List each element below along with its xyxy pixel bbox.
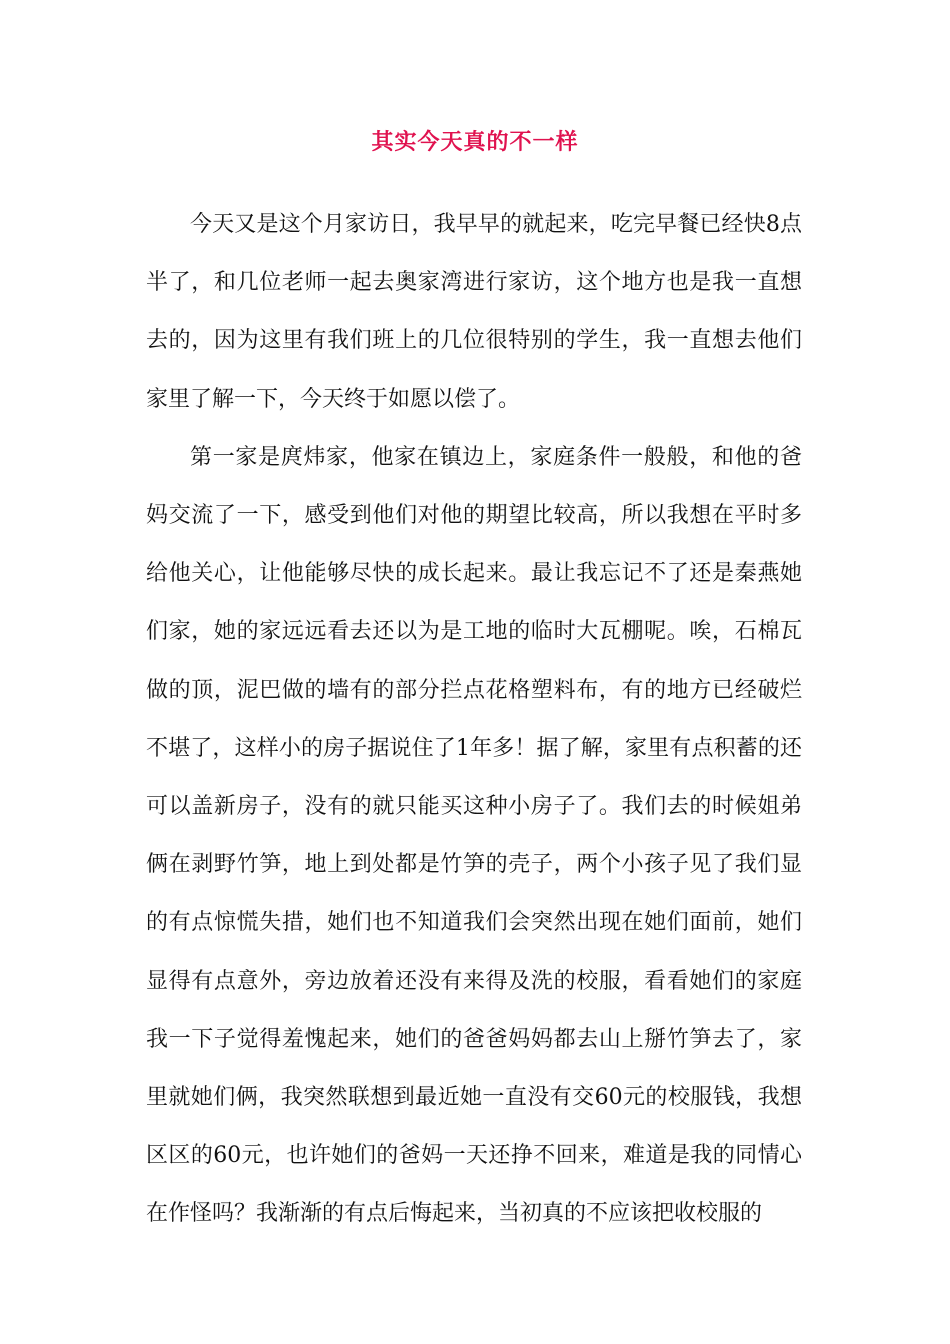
paragraph-2: 第一家是庹炜家，他家在镇边上，家庭条件一般般，和他的爸妈交流了一下，感受到他们对他的期望比较高，所以我想在平时多给他关心，让他能够尽快的成长起来。最让我忘记不了还是秦燕她们家，她的家远远看去还以为是工地的临时大瓦棚呢。唉，石棉瓦做的顶，泥巴做的墙有的部分拦点花格塑料布，有的地方已经破烂不堪了，这样小的房子据说住了1年多！据了解，家里有点积蓄的还可以盖新房子，没有的就只能买这种小房子了。我们去的时候姐弟俩在剥野竹笋，地上到处都是竹笋的壳子，两个小孩子见了我们显的有点惊慌失措，她们也不知道我们会突然出现在她们面前，她们显得有点意外，旁边放着还没有来得及洗的校服，看看她们的家庭我一下子觉得羞愧起来，她们的爸爸妈妈都去山上掰竹笋去了，家里就她们俩，我突然联想到最近她一直没有交60元的校服钱，我想区区的60元，也许她们的爸妈一天还挣不回来，难道是我的同情心在作怪吗？我渐渐的有点后悔起来，当初真的不应该把收校服的 bbox=[146, 444, 802, 1227]
paragraph-1: 今天又是这个月家访日，我早早的就起来，吃完早餐已经快8点半了，和几位老师一起去奥家湾进行家访，这个地方也是我一直想去的，因为这里有我们班上的几位很特别的学生，我一直想去他们家里了解一下，今天终于如愿以偿了。 bbox=[146, 212, 802, 412]
document-title: 其实今天真的不一样 bbox=[371, 129, 579, 155]
document-body bbox=[146, 196, 802, 1244]
